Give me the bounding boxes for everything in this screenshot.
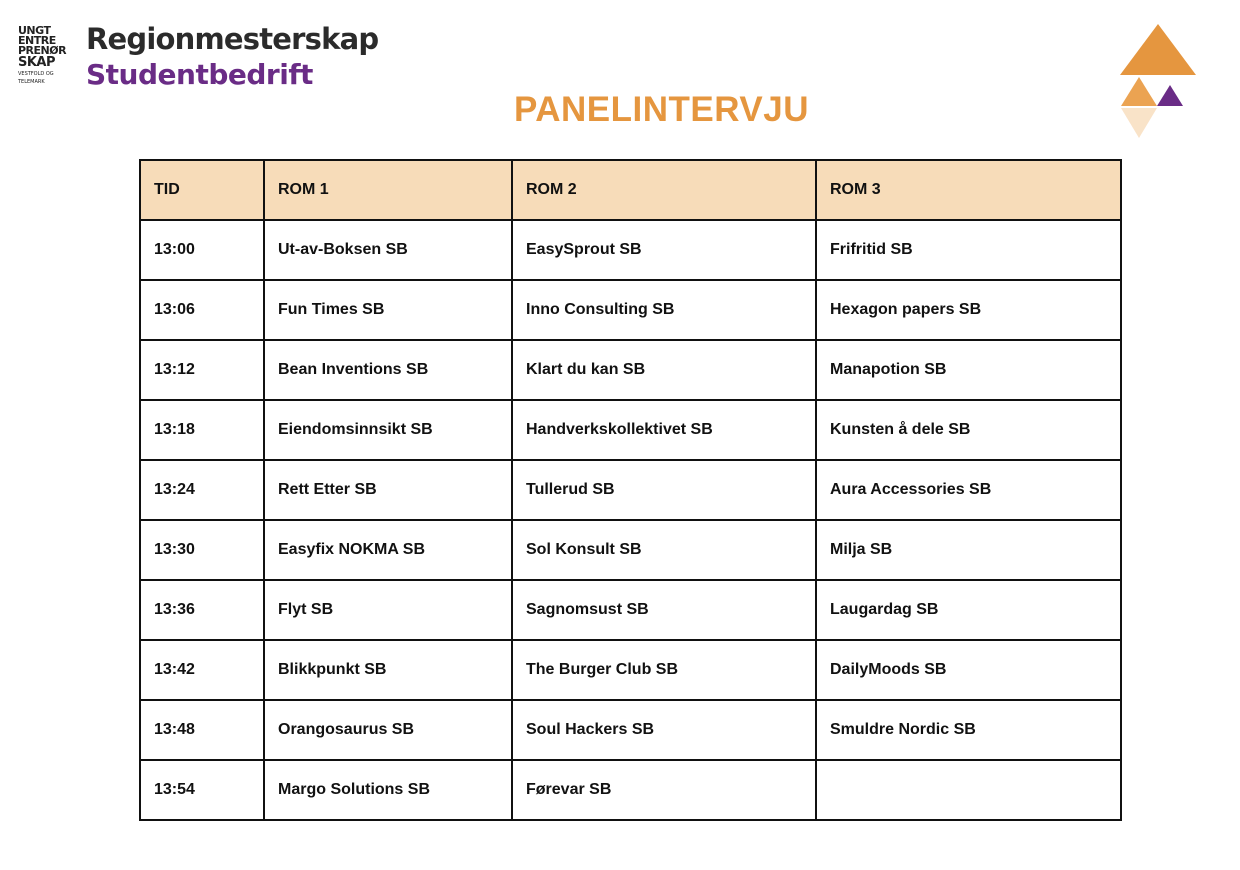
logo-line-4: SKAP: [18, 55, 56, 70]
cell-room-1: Eiendomsinnsikt SB: [264, 400, 512, 460]
cell-room-2: Inno Consulting SB: [512, 280, 816, 340]
cell-room-3: Laugardag SB: [816, 580, 1121, 640]
header-room-3: ROM 3: [816, 160, 1121, 220]
cell-time: 13:06: [140, 280, 264, 340]
cell-time: 13:24: [140, 460, 264, 520]
cell-time: 13:30: [140, 520, 264, 580]
header-room-2: ROM 2: [512, 160, 816, 220]
cell-room-3: Frifritid SB: [816, 220, 1121, 280]
cell-time: 13:36: [140, 580, 264, 640]
cell-room-2: EasySprout SB: [512, 220, 816, 280]
cell-room-3: [816, 760, 1121, 820]
schedule-table: [139, 159, 1122, 821]
cell-room-3: DailyMoods SB: [816, 640, 1121, 700]
cell-room-3: Kunsten å dele SB: [816, 400, 1121, 460]
table-row: [140, 460, 1121, 520]
table-row: [140, 580, 1121, 640]
triangle-logo-icon: [1118, 22, 1198, 140]
table-row: [140, 220, 1121, 280]
logo-region-line-2: TELEMARK: [18, 79, 45, 85]
cell-time: 13:48: [140, 700, 264, 760]
cell-time: 13:18: [140, 400, 264, 460]
cell-room-1: Bean Inventions SB: [264, 340, 512, 400]
cell-room-2: The Burger Club SB: [512, 640, 816, 700]
table-row: [140, 760, 1121, 820]
cell-room-1: Ut-av-Boksen SB: [264, 220, 512, 280]
cell-room-2: Tullerud SB: [512, 460, 816, 520]
cell-time: 13:54: [140, 760, 264, 820]
logo-line-1: UNGT: [18, 24, 51, 37]
cell-room-2: Klart du kan SB: [512, 340, 816, 400]
cell-room-3: Hexagon papers SB: [816, 280, 1121, 340]
cell-room-1: Fun Times SB: [264, 280, 512, 340]
cell-time: 13:12: [140, 340, 264, 400]
table-row: [140, 700, 1121, 760]
header-time: TID: [140, 160, 264, 220]
logo-line-3: PRENØR: [18, 44, 67, 57]
table-row: [140, 640, 1121, 700]
cell-room-3: Aura Accessories SB: [816, 460, 1121, 520]
logo-region-line-1: VESTFOLD OG: [18, 71, 54, 77]
cell-time: 13:00: [140, 220, 264, 280]
cell-room-3: Manapotion SB: [816, 340, 1121, 400]
table-row: [140, 280, 1121, 340]
ue-logo: [18, 26, 66, 85]
table-row: [140, 400, 1121, 460]
header-row: [140, 160, 1121, 220]
cell-room-3: Smuldre Nordic SB: [816, 700, 1121, 760]
event-subtitle: Studentbedrift: [86, 58, 313, 91]
cell-room-2: Sol Konsult SB: [512, 520, 816, 580]
page-heading: PANELINTERVJU: [514, 90, 809, 129]
event-title: Regionmesterskap: [86, 22, 379, 56]
logo-line-2: ENTRE: [18, 34, 56, 47]
cell-room-2: Førevar SB: [512, 760, 816, 820]
cell-room-1: Rett Etter SB: [264, 460, 512, 520]
cell-time: 13:42: [140, 640, 264, 700]
cell-room-1: Flyt SB: [264, 580, 512, 640]
table-row: [140, 520, 1121, 580]
table-row: [140, 340, 1121, 400]
cell-room-1: Orangosaurus SB: [264, 700, 512, 760]
cell-room-2: Soul Hackers SB: [512, 700, 816, 760]
cell-room-3: Milja SB: [816, 520, 1121, 580]
cell-room-1: Margo Solutions SB: [264, 760, 512, 820]
cell-room-2: Sagnomsust SB: [512, 580, 816, 640]
cell-room-1: Blikkpunkt SB: [264, 640, 512, 700]
cell-room-2: Handverkskollektivet SB: [512, 400, 816, 460]
cell-room-1: Easyfix NOKMA SB: [264, 520, 512, 580]
header-room-1: ROM 1: [264, 160, 512, 220]
